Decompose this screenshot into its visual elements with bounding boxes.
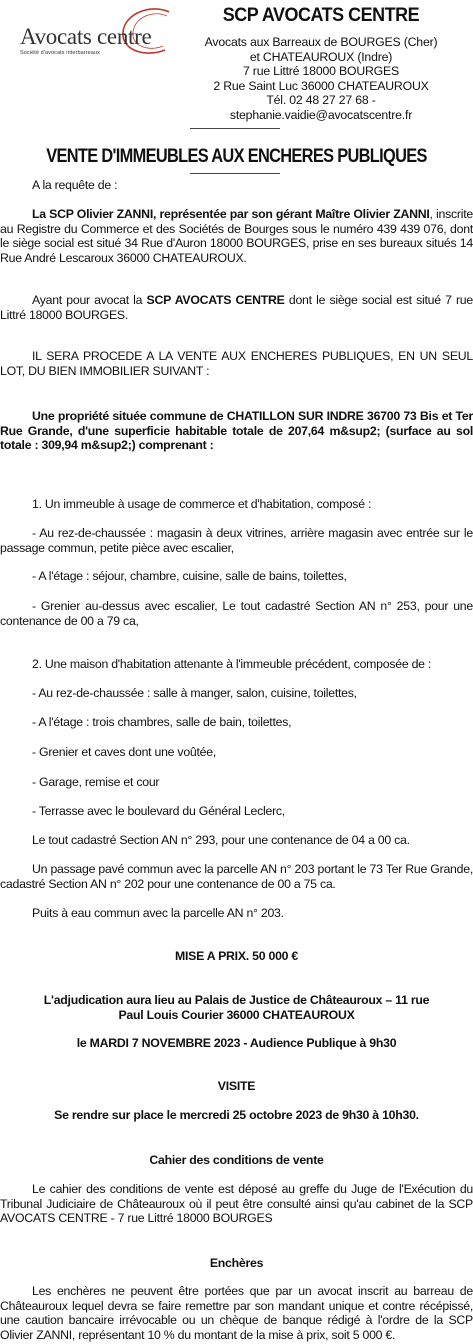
maison-grenier: - Grenier et caves dont une voûtée,	[32, 745, 217, 759]
page-title-text: VENTE D'IMMEUBLES AUX ENCHERES PUBLIQUES	[46, 145, 427, 167]
immeuble-rdc: - Au rez-de-chaussée : magasin à deux vitrines, arrière magasin avec entrée sur le passage commun, petite pièce avec escalier,	[0, 526, 473, 555]
logo-wordmark: Avocats centre	[20, 24, 152, 49]
cahier-text: Le cahier des conditions de vente est déposé au greffe du Juge de l'Exécution du Tribunal Judiciaire de Châteauroux où il peut être consulté ainsi qu'au cabinet de la SCP AVOCATS CENTRE - 7 rue Littré 18000 BOURGES	[0, 1182, 473, 1226]
maison-etage: - A l'étage : trois chambres, salle de bain, toilettes,	[32, 715, 292, 729]
maison-garage: - Garage, remise et cour	[32, 775, 160, 789]
adjudication-text: L'adjudication aura lieu au Palais de Justice de Châteauroux – 11 rue Paul Louis Courier 36000 CHATEAUROUX	[43, 993, 430, 1022]
immeuble-grenier: - Grenier au-dessus avec escalier, Le tout cadastré Section AN n° 253, pour une contenance de 00 a 79 ca,	[0, 599, 473, 628]
audience-date: le MARDI 7 NOVEMBRE 2023 - Audience Publique à 9h30	[76, 1036, 397, 1050]
procede-paragraph: IL SERA PROCEDE A LA VENTE AUX ENCHERES PUBLIQUES, EN UN SEUL LOT, DU BIEN IMMOBILIER SUIVANT :	[0, 349, 473, 378]
logo-tagline: Société d'avocats interbarreaux	[20, 50, 100, 56]
firm-name: SCP AVOCATS CENTRE	[222, 4, 420, 26]
avocat-name: SCP AVOCATS CENTRE	[146, 293, 285, 307]
encheres-text: Les enchères ne peuvent être portées que par un avocat inscrit au barreau de Châteauroux lequel devra se faire remettre par son mandant unique et contre récépissé, une caution bancaire irrévocable ou un chèque de banque rédigé à l'ordre de la SCP Olivier ZANNI, représentant 10 % du montant de la mise à prix, soit 5 000 €.	[0, 1284, 473, 1342]
firm-bar-line-2: et CHATEAUROUX (Indre)	[249, 49, 393, 64]
cadastre-text: Le tout cadastré Section AN n° 293, pour une contenance de 04 a 00 ca.	[32, 833, 410, 847]
title-divider	[190, 173, 280, 174]
firm-phone: Tél. 02 48 27 27 68 -	[266, 93, 376, 107]
maison-title: 2. Une maison d'habitation attenante à l'immeuble précédent, composée de :	[32, 657, 432, 671]
maison-terrasse: - Terrasse avec le boulevard du Général Leclerc,	[32, 804, 285, 818]
avocat-post: dont le siège social est situé 7 rue Littré 18000 BOURGES.	[0, 293, 473, 322]
passage-text: Un passage pavé commun avec la parcelle AN n° 203 portant le 73 Ter Rue Grande, cadastré Section AN n° 202 pour une contenance de 00 a 75 ca.	[0, 862, 473, 891]
firm-bar-line: Avocats aux Barreaux de BOURGES (Cher)	[204, 35, 438, 49]
propriete-paragraph: Une propriété située commune de CHATILLON SUR INDRE 36700 73 Bis et Ter Rue Grande, d'une superficie habitable totale de 207,64 m&sup2; (surface au sol totale : 309,94 m&sup2;) comprenant :	[0, 409, 473, 453]
firm-logo	[14, 6, 184, 58]
requerant-paragraph	[0, 207, 473, 265]
firm-address-bourges: 7 rue Littré 18000 BOURGES	[242, 64, 400, 78]
encheres-heading: Enchères	[209, 1256, 264, 1270]
requerant-name: La SCP Olivier ZANNI, représentée par son gérant Maître Olivier ZANNI	[32, 207, 430, 221]
visite-text: Se rendre sur place le mercredi 25 octobre 2023 de 9h30 à 10h30.	[54, 1108, 419, 1122]
avocat-paragraph	[0, 293, 473, 322]
visite-heading: VISITE	[217, 1079, 256, 1093]
page-title	[0, 145, 473, 168]
header-divider	[190, 128, 280, 129]
maison-rdc: - Au rez-de-chaussée : salle à manger, salon, cuisine, toilettes,	[32, 686, 357, 700]
cahier-heading: Cahier des conditions de vente	[149, 1153, 324, 1167]
firm-address-chateauroux: 2 Rue Saint Luc 36000 CHATEAUROUX	[213, 78, 429, 93]
puits-text: Puits à eau commun avec la parcelle AN n° 203.	[32, 906, 284, 920]
requete-label: A la requête de :	[32, 178, 118, 192]
requerant-details: , inscrite au Registre du Commerce et des Sociétés de Bourges sous le numéro 439 439 076, dont le siège social est situé 34 Rue d'Auron 18000 BOURGES, prise en ses bureaux situés 14 Rue André Lescaroux 36000 CHATEAUROUX.	[0, 207, 473, 265]
immeuble-title: 1. Un immeuble à usage de commerce et d'habitation, composé :	[32, 497, 372, 511]
avocat-pre: Ayant pour avocat la	[32, 293, 147, 307]
immeuble-etage: - A l'étage : séjour, chambre, cuisine, salle de bains, toilettes,	[32, 569, 347, 583]
firm-email: stephanie.vaidie@avocatscentre.fr	[229, 107, 413, 122]
mise-a-prix: MISE A PRIX. 50 000 €	[174, 949, 298, 963]
firm-info	[186, 4, 456, 122]
